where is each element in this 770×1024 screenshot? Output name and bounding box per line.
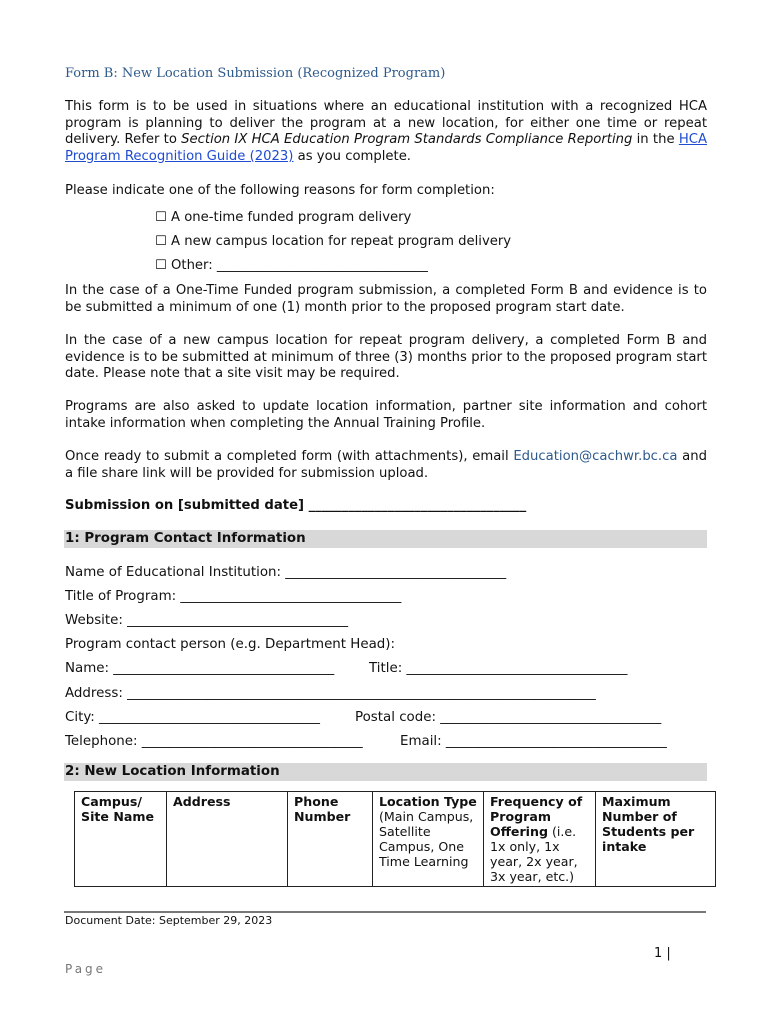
col-max-students-title: Maximum Number of Students per intake [602, 794, 695, 854]
col-location-type [373, 792, 484, 887]
intro-text: This form is to be used in situations where an educational institution with a recognized HCA program is planning to deliver the program at a new location, for either one time or repeat delivery. Refer to [65, 99, 707, 148]
submit-text: Once ready to submit a completed form (with attachments), email [65, 449, 514, 464]
col-frequency-note: (i.e. 1x only, 1x year, 2x year, 3x year, etc.) [490, 824, 578, 884]
col-campus-title: Campus/ Site Name [81, 794, 155, 824]
submission-date-line[interactable]: Submission on [submitted date] _________________________________ [65, 498, 527, 513]
contact-person-label: Program contact person (e.g. Department Head): [65, 637, 396, 652]
col-address [167, 792, 288, 887]
option-new-campus[interactable]: ☐ A new campus location for repeat program delivery [155, 234, 512, 249]
option-one-time[interactable]: ☐ A one-time funded program delivery [155, 210, 412, 225]
col-location-type-note: (Main Campus, Satellite Campus, One Time Learning [379, 809, 474, 869]
location-table [74, 791, 716, 887]
intro-text-between: in the [632, 132, 679, 148]
col-frequency-title: Frequency of Program Offering [490, 794, 583, 839]
name-field[interactable]: Name: _________________________________ [65, 661, 335, 676]
col-phone [288, 792, 373, 887]
intro-reference: Section IX HCA Education Program Standards Compliance Reporting [181, 132, 633, 148]
one-time-paragraph: In the case of a One-Time Funded program submission, a completed Form B and evidence is to be submitted a minimum of one (1) month prior to the proposed program start date. [65, 283, 707, 315]
submit-paragraph [65, 449, 707, 482]
section2-header: 2: New Location Information [64, 763, 707, 781]
new-campus-paragraph: In the case of a new campus location for repeat program delivery, a completed Form B and evidence is to be submitted at minimum of three (3) months prior to the proposed program start date. Please note that a site visit may be required. [65, 333, 707, 382]
col-max-students [596, 792, 716, 887]
email-field[interactable]: Email: _________________________________ [400, 734, 667, 749]
website-field[interactable]: Website: _________________________________ [65, 613, 349, 628]
page-number: 1 | [654, 946, 671, 961]
city-field[interactable]: City: _________________________________ [65, 710, 320, 725]
section1-header: 1: Program Contact Information [64, 530, 707, 548]
submission-email[interactable]: Education@cachwr.bc.ca [513, 449, 678, 464]
intro-paragraph [65, 99, 707, 165]
col-phone-title: Phone Number [294, 794, 351, 824]
institution-field[interactable]: Name of Educational Institution: _________________________________ [65, 565, 507, 580]
intro-text-end: as you complete. [293, 148, 412, 164]
telephone-field[interactable]: Telephone: _________________________________ [65, 734, 363, 749]
col-frequency [484, 792, 596, 887]
postal-code-field[interactable]: Postal code: _________________________________ [355, 710, 662, 725]
col-address-title: Address [173, 794, 231, 809]
col-campus [75, 792, 167, 887]
title-field[interactable]: Title: _________________________________ [369, 661, 628, 676]
document-date: Document Date: September 29, 2023 [65, 914, 273, 927]
table-header-row [75, 792, 716, 887]
page-label: Page [65, 962, 107, 976]
col-location-type-title: Location Type [379, 794, 477, 809]
address-field[interactable]: Address: ______________________________________________________________________ [65, 686, 596, 701]
option-other[interactable]: ☐ Other: ________________________________ [155, 258, 428, 273]
submit-text-end: and a file share link will be provided for submission upload. [65, 449, 707, 481]
col-frequency-text [490, 794, 589, 884]
update-paragraph: Programs are also asked to update location information, partner site information and cohort intake information when completing the Annual Training Profile. [65, 399, 707, 431]
form-title: Form B: New Location Submission (Recognized Program) [65, 66, 446, 81]
recognition-guide-link[interactable]: HCA Program Recognition Guide (2023) [65, 132, 707, 164]
program-title-field[interactable]: Title of Program: _________________________________ [65, 589, 402, 604]
footer-divider [64, 911, 706, 913]
reasons-prompt: Please indicate one of the following reasons for form completion: [65, 183, 495, 198]
